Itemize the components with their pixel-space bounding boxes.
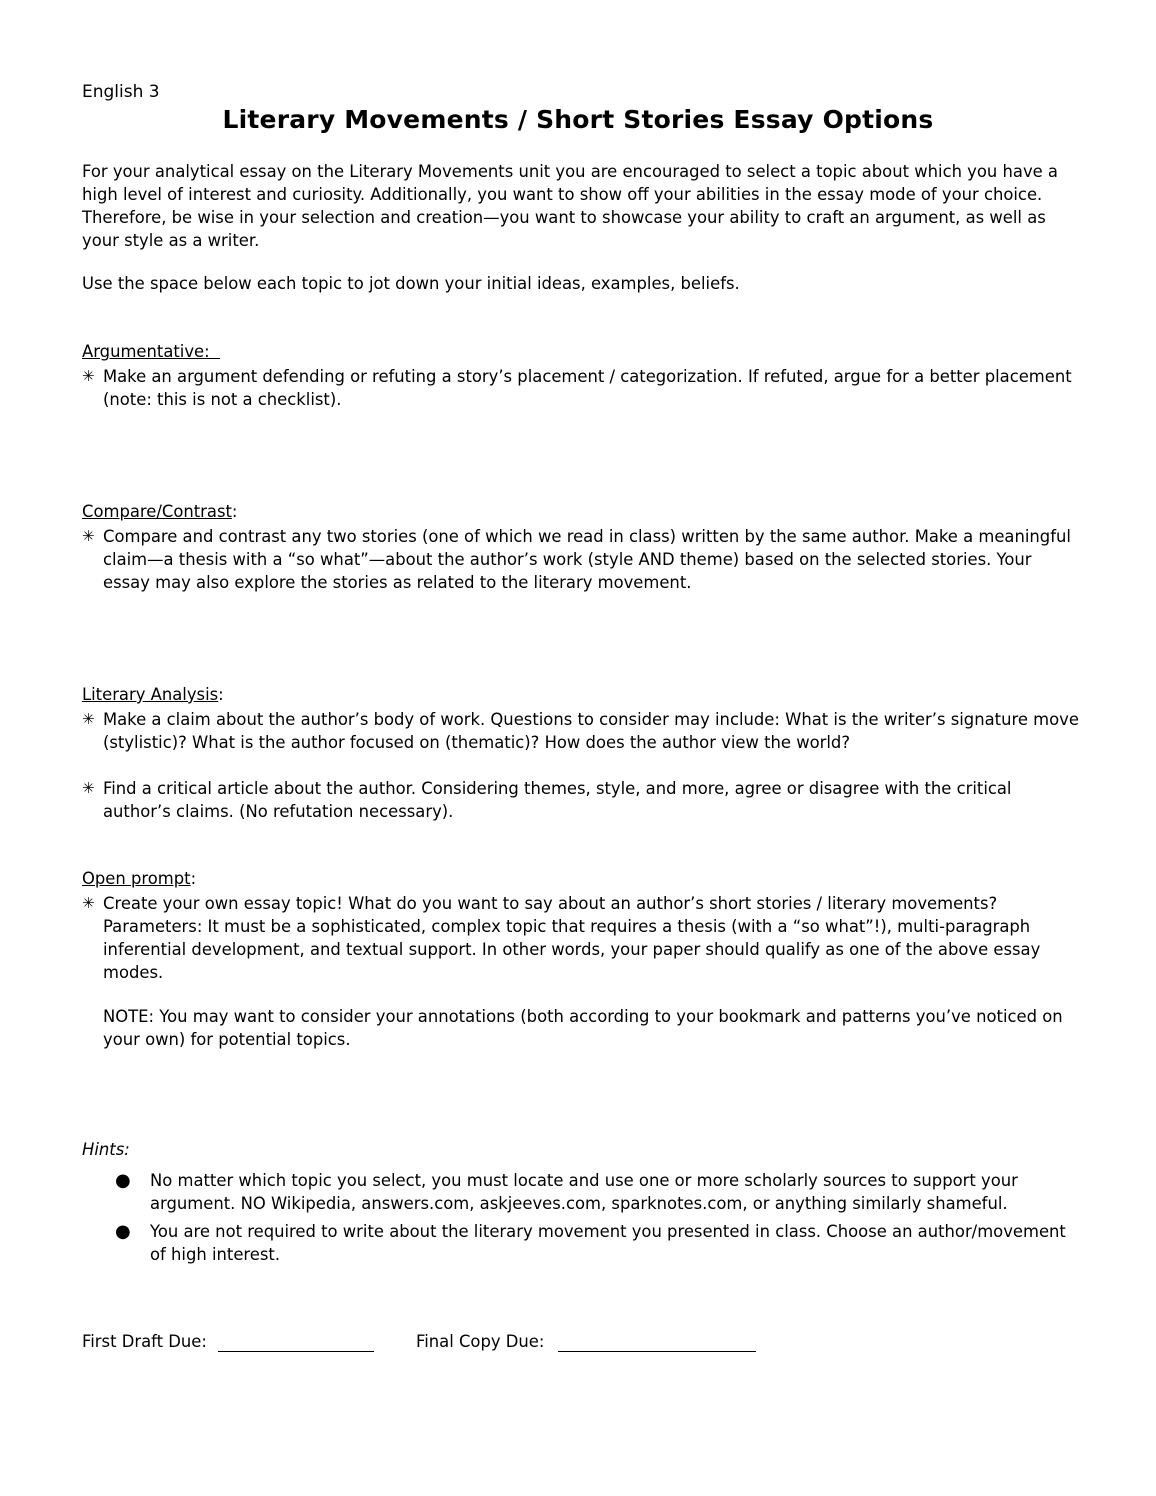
asterisk-icon: ✳	[82, 779, 95, 797]
note-text: NOTE: You may want to consider your annotations (both according to your bookmark and patterns you’ve noticed on your own) for potential topics.	[103, 1007, 1063, 1049]
section-heading-suffix: :	[218, 685, 224, 704]
section-heading-text: Literary Analysis	[82, 685, 219, 704]
option-argumentative-1	[82, 365, 1082, 411]
course-label: English 3	[82, 82, 160, 102]
section-heading-suffix: :	[190, 869, 197, 888]
hint-item	[115, 1169, 1080, 1215]
option-text: Create your own essay topic! What do you want to say about an author’s short stories / literary movements? Parameters: It must be a sophisticated, complex topic that requires a thesis (with a “so what”!), multi-paragraph inferential development, and textual support. In other words, your paper should qualify as one of the above essay modes.	[103, 894, 1041, 982]
asterisk-icon: ✳	[82, 527, 95, 545]
open-prompt-note	[82, 1005, 1082, 1051]
option-text: Compare and contrast any two stories (one of which we read in class) written by the same author. Make a meaningful claim—a thesis with a “so what”—about the author’s work (style AND theme) based on the selected stories. Your essay may also explore the stories as related to the literary movement.	[103, 527, 1071, 592]
section-heading-open-prompt	[82, 868, 196, 890]
option-text: Make an argument defending or refuting a story’s placement / categorization. If refuted, argue for a better placement (note: this is not a checklist).	[103, 367, 1072, 409]
final-copy-due-label: Final Copy Due:	[416, 1332, 545, 1351]
intro-paragraph: For your analytical essay on the Literary Movements unit you are encouraged to select a topic about which you have a high level of interest and curiosity. Additionally, you want to show off your abilities in the essay mode of your choice. Therefore, be wise in your selection and creation—you want to showcase your ability to craft an argument, as well as your style as a writer.	[82, 162, 1058, 250]
bullet-icon: ●	[115, 1170, 131, 1191]
section-heading-literary-analysis	[82, 684, 224, 706]
option-text: Find a critical article about the author. Considering themes, style, and more, agree or disagree with the critical author’s claims. (No refutation necessary).	[103, 779, 1012, 821]
section-heading-argumentative	[82, 341, 220, 363]
asterisk-icon: ✳	[82, 710, 95, 728]
hints-heading: Hints:	[82, 1140, 130, 1159]
final-copy-due-blank[interactable]	[558, 1351, 756, 1352]
page-title: Literary Movements / Short Stories Essay Options	[222, 105, 934, 134]
section-heading-suffix: :	[204, 342, 221, 361]
option-compare-contrast-1	[82, 525, 1082, 594]
option-text: Make a claim about the author’s body of work. Questions to consider may include: What is the writer’s signature move (stylistic)? What is the author focused on (thematic)? How does the author view the world?	[103, 710, 1079, 752]
section-heading-text: Open prompt	[82, 869, 191, 888]
option-literary-analysis-2	[82, 777, 1082, 823]
bullet-icon: ●	[115, 1221, 131, 1242]
asterisk-icon: ✳	[82, 367, 95, 385]
hint-text: No matter which topic you select, you must locate and use one or more scholarly sources to support your argument. NO Wikipedia, answers.com, askjeeves.com, sparknotes.com, or anything similarly shameful.	[150, 1171, 1018, 1213]
first-draft-due-blank[interactable]	[218, 1351, 374, 1352]
section-heading-text: Argumentative	[82, 342, 205, 361]
instructions-paragraph: Use the space below each topic to jot down your initial ideas, examples, beliefs.	[82, 274, 740, 293]
section-heading-text: Compare/Contrast	[82, 502, 232, 521]
section-heading-compare-contrast	[82, 501, 237, 523]
asterisk-icon: ✳	[82, 894, 95, 912]
hint-item	[115, 1220, 1080, 1266]
option-open-prompt-1	[82, 892, 1082, 984]
first-draft-due-label: First Draft Due:	[82, 1332, 207, 1351]
section-heading-suffix: :	[231, 502, 238, 521]
option-literary-analysis-1	[82, 708, 1082, 754]
hint-text: You are not required to write about the literary movement you presented in class. Choose an author/movement of high interest.	[150, 1222, 1066, 1264]
